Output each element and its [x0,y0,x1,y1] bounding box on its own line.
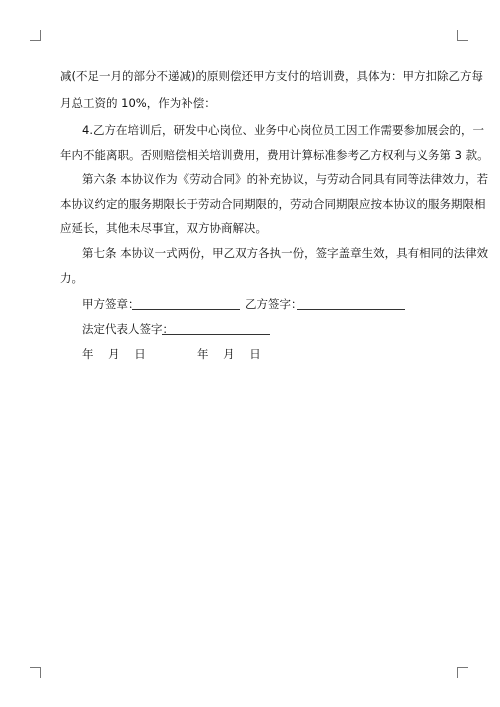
paragraph-line: 第六条 本协议作为《劳动合同》的补充协议，与劳动合同具有同等法律效力，若 [82,172,489,186]
paragraph-line: 减(不足一月的部分不递减)的原则偿还甲方支付的培训费，具体为：甲方扣除乙方每 [60,69,483,83]
party-a-signature-line [132,309,240,310]
legal-representative-signature-line [162,334,270,335]
corner-mark-top-right [457,30,468,41]
corner-mark-bottom-right [457,667,468,678]
corner-mark-top-left [30,30,41,41]
paragraph-line: 应延长，其他未尽事宜，双方协商解决。 [60,221,267,235]
paragraph-line: 第七条 本协议一式两份，甲乙双方各执一份，签字盖章生效，具有相同的法律效 [82,246,489,260]
paragraph-line: 月总工资的 10%，作为补偿： [60,96,216,110]
party-b-signature-label: 乙方签字： [245,297,303,311]
paragraph-line: 4.乙方在培训后，研发中心岗位、业务中心岗位员工因工作需要参加展会的，一 [82,123,484,137]
legal-representative-signature-label: 法定代表人签字： [82,322,174,336]
paragraph-line: 年内不能离职。否则赔偿相关培训费用，费用计算标准参考乙方权利与义务第 3 款。 [60,148,489,162]
party-b-signature-line [297,309,405,310]
paragraph-line: 本协议约定的服务期限长于劳动合同期限的，劳动合同期限应按本协议的服务期限相 [60,197,486,211]
paragraph-line: 力。 [60,271,83,285]
party-a-signature-label: 甲方签章： [82,297,140,311]
party-a-date: 年 月 日 [82,347,146,361]
party-b-date: 年 月 日 [197,347,261,361]
corner-mark-bottom-left [30,667,41,678]
